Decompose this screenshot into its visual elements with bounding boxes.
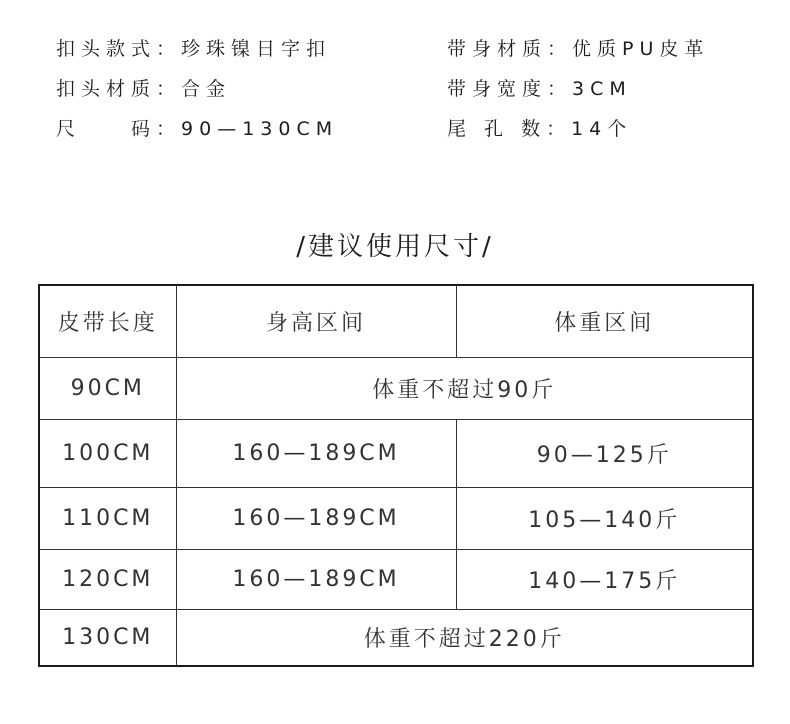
spec-buckle-style [56, 34, 331, 61]
spec-tail-holes [447, 114, 632, 141]
header-weight-range: 体重区间 [456, 285, 753, 357]
table-row [39, 487, 753, 549]
spec-label: 带身宽度： [447, 78, 573, 100]
cell-length: 110CM [39, 487, 176, 549]
cell-length: 120CM [39, 549, 176, 609]
spec-value: 珍珠镍日字扣 [181, 38, 332, 60]
spec-size [56, 114, 338, 141]
spec-label: 尺 码： [56, 118, 182, 140]
size-table [38, 284, 754, 667]
cell-height: 160—189CM [176, 487, 456, 549]
spec-value: 合金 [181, 78, 232, 100]
cell-length: 130CM [39, 609, 176, 666]
spec-value: 优质PU皮革 [572, 38, 710, 60]
cell-weight: 105—140斤 [456, 487, 753, 549]
section-title: /建议使用尺寸/ [296, 232, 494, 262]
cell-merged: 体重不超过220斤 [176, 609, 753, 666]
spec-value: 14个 [571, 118, 633, 140]
table-header-row [39, 285, 753, 357]
header-height-range: 身高区间 [176, 285, 456, 357]
spec-label: 尾 孔 数： [447, 118, 572, 140]
cell-weight: 140—175斤 [456, 549, 753, 609]
header-belt-length: 皮带长度 [39, 285, 176, 357]
cell-length: 100CM [39, 419, 176, 487]
spec-label: 带身材质： [447, 38, 573, 60]
cell-merged: 体重不超过90斤 [176, 357, 753, 419]
spec-buckle-material [56, 74, 231, 101]
cell-weight: 90—125斤 [456, 419, 753, 487]
spec-value: 3CM [572, 78, 632, 100]
table-row [39, 609, 753, 666]
cell-height: 160—189CM [176, 419, 456, 487]
spec-label: 扣头材质： [56, 78, 182, 100]
spec-value: 90—130CM [181, 118, 339, 140]
table-row [39, 549, 753, 609]
spec-strap-material [447, 34, 709, 61]
spec-label: 扣头款式： [56, 38, 182, 60]
table-row [39, 357, 753, 419]
table-row [39, 419, 753, 487]
cell-length: 90CM [39, 357, 176, 419]
spec-strap-width [447, 74, 632, 101]
cell-height: 160—189CM [176, 549, 456, 609]
